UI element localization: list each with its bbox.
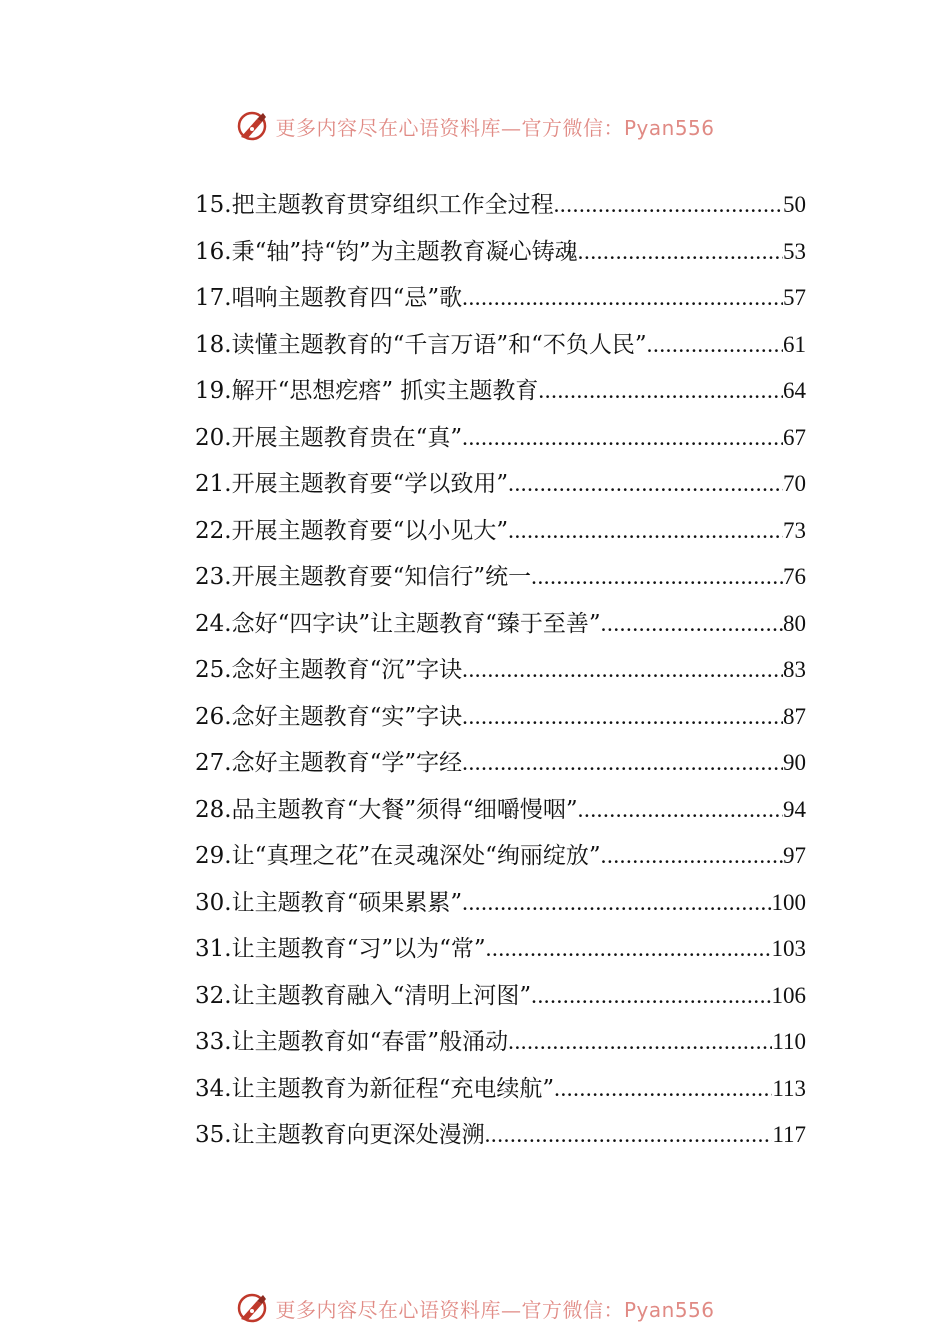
toc-entry[interactable] (195, 647, 806, 694)
header-wechat: Pyan556 (623, 115, 715, 140)
toc-entry-title: 24.念好“四字诀”让主题教育“臻于至善” (195, 610, 601, 637)
toc-entry-title: 18.读懂主题教育的“千言万语”和“不负人民” (195, 331, 647, 358)
table-of-contents (195, 182, 806, 1159)
toc-leader-dots (508, 1019, 772, 1066)
toc-entry[interactable] (195, 1019, 806, 1066)
toc-entry-page: 103 (771, 936, 806, 961)
toc-entry-page: 53 (783, 238, 806, 264)
toc-entry-page: 50 (783, 192, 806, 217)
toc-leader-dots (508, 461, 783, 508)
toc-entry-page: 76 (783, 564, 806, 589)
toc-entry-title: 32.让主题教育融入“清明上河图” (195, 982, 532, 1009)
toc-leader-dots (531, 554, 783, 601)
toc-leader-dots (485, 1112, 773, 1159)
toc-entry-title: 35.让主题教育向更深处漫溯 (195, 1122, 485, 1148)
toc-leader-dots (462, 694, 783, 741)
toc-entry[interactable] (195, 787, 806, 834)
footer-text: 更多内容尽在心语资料库—官方微信：Pyan556 (275, 1297, 715, 1322)
toc-entry-page: 73 (783, 517, 806, 543)
toc-entry[interactable] (195, 415, 806, 462)
toc-leader-dots (508, 508, 783, 555)
toc-entry-title: 30.让主题教育“硕果累累” (195, 889, 463, 916)
toc-entry[interactable] (195, 508, 806, 555)
toc-leader-dots (462, 880, 771, 927)
toc-entry-page: 106 (771, 982, 806, 1008)
toc-entry-title: 31.让主题教育“习”以为“常” (195, 936, 486, 962)
toc-entry[interactable] (195, 880, 806, 927)
toc-entry-title: 17.唱响主题教育四“忌”歌 (195, 285, 463, 311)
toc-entry-title: 20.开展主题教育贵在“真” (195, 424, 463, 451)
toc-entry-title: 28.品主题教育“大餐”须得“细嚼慢咽” (195, 796, 578, 823)
toc-entry[interactable] (195, 1066, 806, 1113)
toc-entry-title: 25.念好主题教育“沉”字诀 (195, 657, 463, 683)
toc-entry-page: 117 (772, 1122, 806, 1147)
toc-entry[interactable] (195, 554, 806, 601)
toc-leader-dots (462, 740, 783, 787)
header-banner (0, 106, 950, 146)
toc-entry-title: 29.让“真理之花”在灵魂深处“绚丽绽放” (195, 843, 601, 869)
toc-entry-page: 61 (783, 331, 806, 357)
toc-entry-page: 97 (783, 843, 806, 868)
toc-leader-dots (601, 601, 783, 648)
toc-entry-title: 33.让主题教育如“春雷”般涌动 (195, 1029, 509, 1055)
toc-leader-dots (462, 275, 783, 322)
pen-nib-logo-icon (235, 1291, 269, 1325)
toc-entry-page: 70 (783, 471, 806, 496)
toc-entry[interactable] (195, 1112, 806, 1159)
toc-entry-page: 67 (783, 424, 806, 450)
toc-entry-page: 110 (772, 1029, 806, 1054)
toc-entry[interactable] (195, 461, 806, 508)
toc-entry[interactable] (195, 601, 806, 648)
toc-leader-dots (578, 229, 783, 276)
toc-leader-dots (462, 647, 783, 694)
toc-entry-page: 57 (783, 285, 806, 310)
toc-entry-page: 87 (783, 703, 806, 729)
toc-entry-title: 15.把主题教育贯穿组织工作全过程 (195, 192, 554, 218)
toc-entry-page: 83 (783, 657, 806, 682)
pen-nib-logo-icon (235, 109, 269, 143)
toc-entry-page: 100 (771, 889, 806, 915)
toc-leader-dots (554, 182, 783, 229)
toc-entry-page: 94 (783, 796, 806, 822)
toc-entry-title: 19.解开“思想疙瘩” 抓实主题教育 (195, 378, 539, 404)
toc-leader-dots (462, 415, 783, 462)
toc-leader-dots (578, 787, 783, 834)
toc-entry-title: 27.念好主题教育“学”字经 (195, 750, 463, 776)
toc-entry[interactable] (195, 322, 806, 369)
toc-entry-page: 80 (783, 610, 806, 636)
toc-entry-title: 23.开展主题教育要“知信行”统一 (195, 564, 532, 590)
toc-entry-title: 26.念好主题教育“实”字诀 (195, 703, 463, 730)
toc-entry[interactable] (195, 182, 806, 229)
toc-entry[interactable] (195, 740, 806, 787)
toc-entry[interactable] (195, 833, 806, 880)
footer-banner (0, 1288, 950, 1328)
toc-leader-dots (538, 368, 783, 415)
toc-entry[interactable] (195, 229, 806, 276)
footer-wechat: Pyan556 (623, 1297, 715, 1322)
toc-entry-title: 22.开展主题教育要“以小见大” (195, 517, 509, 544)
toc-entry-title: 34.让主题教育为新征程“充电续航” (195, 1075, 555, 1102)
toc-entry-title: 16.秉“轴”持“钧”为主题教育凝心铸魂 (195, 238, 578, 265)
toc-entry[interactable] (195, 926, 806, 973)
toc-entry[interactable] (195, 275, 806, 322)
toc-entry[interactable] (195, 973, 806, 1020)
toc-entry[interactable] (195, 368, 806, 415)
header-text: 更多内容尽在心语资料库—官方微信：Pyan556 (275, 115, 715, 140)
toc-entry-page: 113 (772, 1075, 806, 1101)
toc-entry-page: 64 (783, 378, 806, 403)
toc-leader-dots (647, 322, 783, 369)
toc-leader-dots (601, 833, 783, 880)
toc-leader-dots (486, 926, 772, 973)
toc-entry-page: 90 (783, 750, 806, 775)
toc-entry-title: 21.开展主题教育要“学以致用” (195, 471, 509, 497)
toc-entry[interactable] (195, 694, 806, 741)
toc-leader-dots (554, 1066, 772, 1113)
toc-leader-dots (531, 973, 771, 1020)
